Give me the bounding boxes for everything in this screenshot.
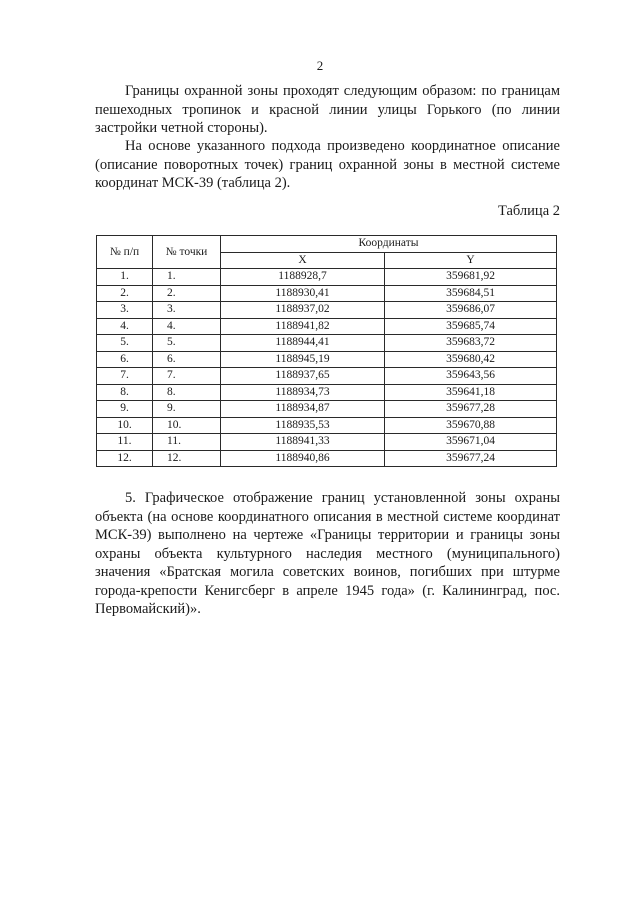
cell-point: 8.	[153, 384, 221, 401]
cell-y: 359641,18	[385, 384, 557, 401]
table-header-row	[97, 236, 557, 253]
table-row	[97, 417, 557, 434]
page-number: 2	[316, 58, 324, 73]
cell-x: 1188935,53	[221, 417, 385, 434]
cell-y: 359681,92	[385, 269, 557, 286]
table-body	[97, 269, 557, 467]
header-num: № п/п	[97, 236, 153, 269]
header-coordinates: Координаты	[221, 236, 557, 253]
table-row	[97, 450, 557, 467]
cell-num: 12.	[97, 450, 153, 467]
table-row	[97, 285, 557, 302]
table-row	[97, 269, 557, 286]
table-row	[97, 434, 557, 451]
cell-point: 9.	[153, 401, 221, 418]
cell-num: 11.	[97, 434, 153, 451]
cell-x: 1188930,41	[221, 285, 385, 302]
cell-x: 1188934,87	[221, 401, 385, 418]
cell-y: 359671,04	[385, 434, 557, 451]
cell-num: 8.	[97, 384, 153, 401]
cell-y: 359643,56	[385, 368, 557, 385]
cell-y: 359686,07	[385, 302, 557, 319]
table-row	[97, 302, 557, 319]
table-row	[97, 368, 557, 385]
cell-y: 359670,88	[385, 417, 557, 434]
cell-point: 5.	[153, 335, 221, 352]
cell-point: 3.	[153, 302, 221, 319]
cell-x: 1188937,65	[221, 368, 385, 385]
cell-num: 1.	[97, 269, 153, 286]
cell-num: 4.	[97, 318, 153, 335]
cell-x: 1188941,82	[221, 318, 385, 335]
cell-num: 10.	[97, 417, 153, 434]
cell-num: 7.	[97, 368, 153, 385]
paragraph-coordinate-description: На основе указанного подхода произведено координатное описание (описание поворотных точек) границ охранной зоны в местной системе координат МСК-39 (таблица 2).	[95, 138, 560, 191]
cell-point: 10.	[153, 417, 221, 434]
cell-x: 1188937,02	[221, 302, 385, 319]
table-row	[97, 401, 557, 418]
cell-x: 1188944,41	[221, 335, 385, 352]
cell-point: 4.	[153, 318, 221, 335]
paragraph-boundaries: Границы охранной зоны проходят следующим образом: по границам пешеходных тропинок и красной линии улицы Горького (по линии застройки четной стороны).	[95, 83, 560, 136]
paragraph-graphic-display: 5. Графическое отображение границ установленной зоны охраны объекта (на основе координатного описания в местной системе координат МСК-39) выполнено на чертеже «Границы территории и границы зоны охраны объекта культурного наследия местного (муниципального) значения «Братская могила советских воинов, погибших при штурме города-крепости Кенигсберг в апреле 1945 года» (г. Калининград, пос. Первомайский)».	[95, 490, 560, 617]
cell-point: 6.	[153, 351, 221, 368]
table-row	[97, 318, 557, 335]
cell-num: 3.	[97, 302, 153, 319]
cell-point: 12.	[153, 450, 221, 467]
cell-point: 1.	[153, 269, 221, 286]
cell-y: 359685,74	[385, 318, 557, 335]
table-caption: Таблица 2	[497, 203, 560, 219]
header-point: № точки	[153, 236, 221, 269]
cell-y: 359684,51	[385, 285, 557, 302]
cell-num: 2.	[97, 285, 153, 302]
cell-x: 1188928,7	[221, 269, 385, 286]
coordinates-table	[96, 235, 557, 467]
table-row	[97, 351, 557, 368]
table-row	[97, 384, 557, 401]
cell-point: 7.	[153, 368, 221, 385]
cell-y: 359677,24	[385, 450, 557, 467]
cell-num: 5.	[97, 335, 153, 352]
cell-x: 1188940,86	[221, 450, 385, 467]
table-row	[97, 335, 557, 352]
header-y: Y	[385, 252, 557, 269]
cell-point: 2.	[153, 285, 221, 302]
cell-x: 1188941,33	[221, 434, 385, 451]
cell-x: 1188934,73	[221, 384, 385, 401]
header-x: X	[221, 252, 385, 269]
cell-num: 6.	[97, 351, 153, 368]
cell-y: 359683,72	[385, 335, 557, 352]
cell-y: 359677,28	[385, 401, 557, 418]
cell-num: 9.	[97, 401, 153, 418]
cell-point: 11.	[153, 434, 221, 451]
cell-y: 359680,42	[385, 351, 557, 368]
cell-x: 1188945,19	[221, 351, 385, 368]
